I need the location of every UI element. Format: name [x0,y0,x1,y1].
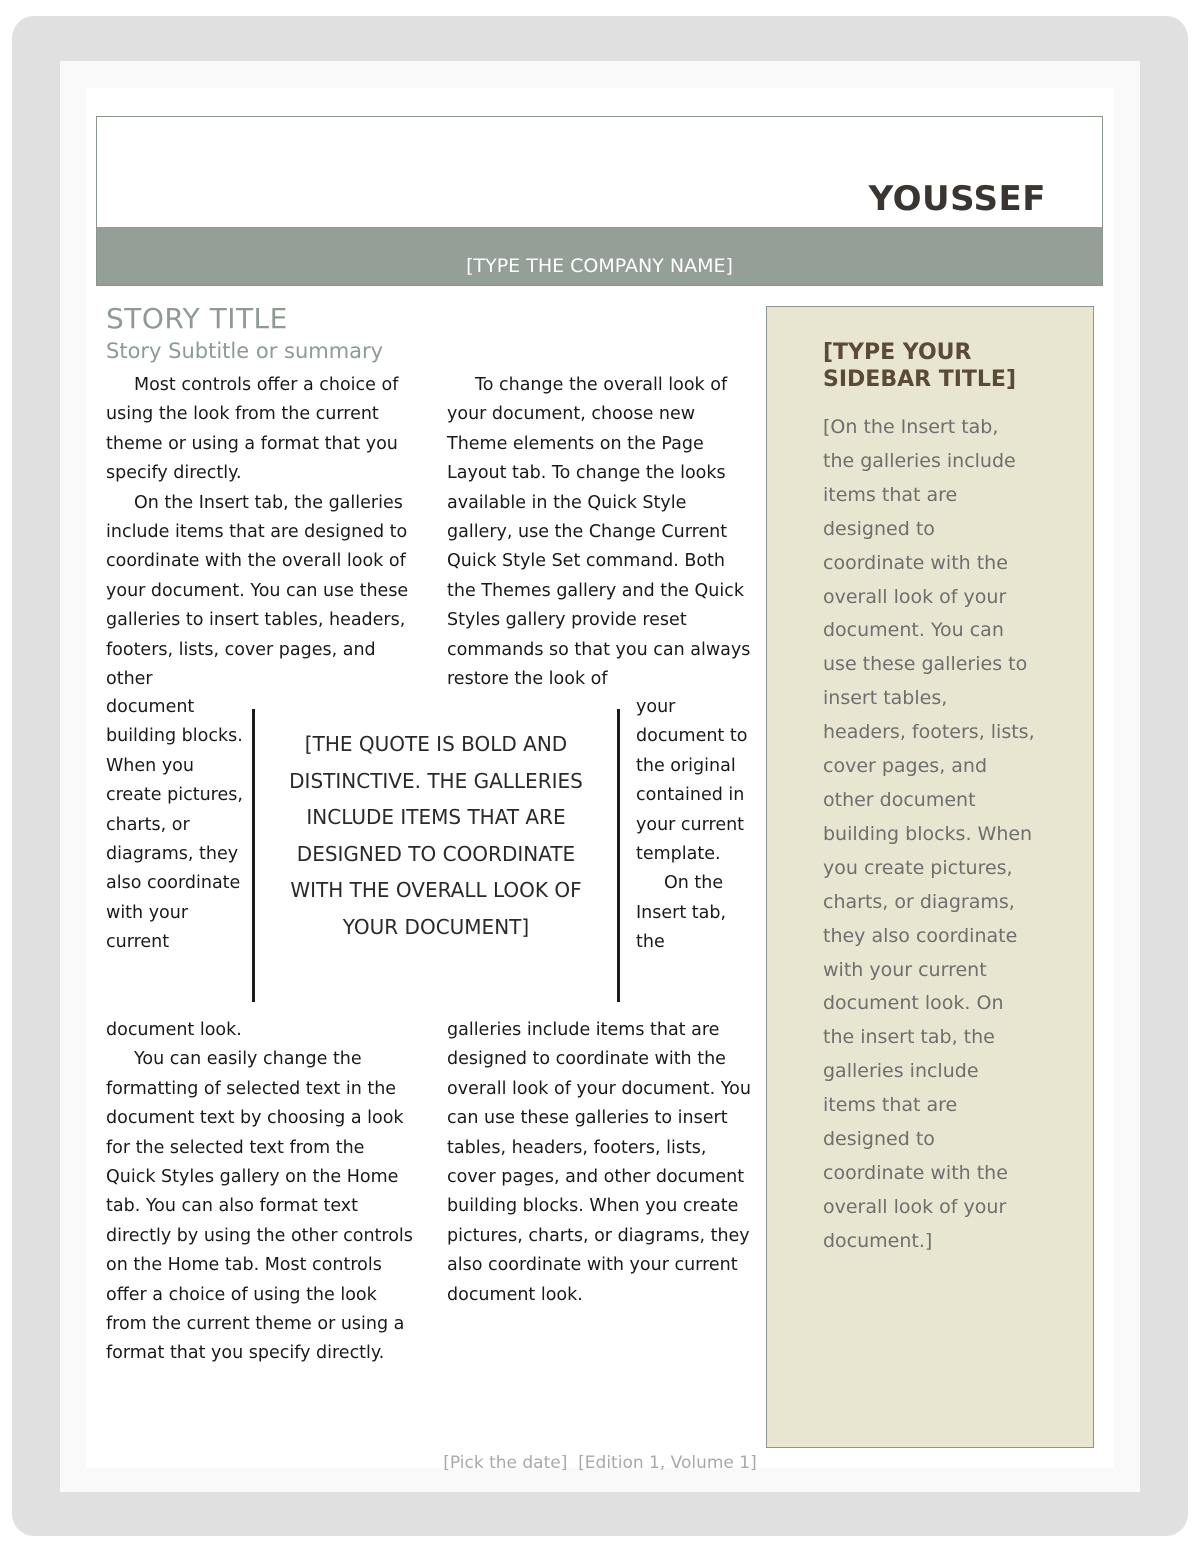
story-column-1-narrow[interactable] [106,693,246,958]
paragraph: your document to the original contained in your current template. [636,697,748,865]
company-name[interactable]: [TYPE THE COMPANY NAME] [466,255,733,277]
sidebar-title[interactable]: [TYPE YOUR SIDEBAR TITLE] [823,340,1017,392]
story-column-2-narrow[interactable] [636,693,756,958]
paragraph: On the Insert tab, the [636,873,727,953]
company-name-bar [97,227,1102,285]
paragraph: document building blocks. When you create pictures, charts, or diagrams, they also coordinate with your current [106,697,243,953]
story-column-2-top[interactable] [447,371,757,694]
paragraph: You can easily change the formatting of selected text in the document text by choosing a look for the selected text from the Quick Styles gallery on the Home tab. You can also format text directly by using the other controls on the Home tab. Most controls offer a choice of using the look from the current theme or using a format that you specify directly. [106,1049,413,1364]
sidebar [766,306,1094,1448]
story-subtitle[interactable]: Story Subtitle or summary [106,339,384,363]
pull-quote[interactable]: [THE QUOTE IS BOLD AND DISTINCTIVE. THE GALLERIES INCLUDE ITEMS THAT ARE DESIGNED TO COORDINATE WITH THE OVERALL LOOK OF YOUR DOCUMENT] [289,732,583,939]
paragraph: galleries include items that are designed to coordinate with the overall look of your document. You can use these galleries to insert tables, headers, footers, lists, cover pages, and other document building blocks. When you create pictures, charts, or diagrams, they also coordinate with your current document look. [447,1020,751,1305]
story-column-1-bottom[interactable] [106,1016,416,1369]
paragraph: document look. [106,1020,242,1040]
footer-edition[interactable]: [Edition 1, Volume 1] [578,1453,757,1473]
footer [0,1453,1200,1473]
quote-left-rule [252,709,255,1002]
footer-date[interactable]: [Pick the date] [443,1453,568,1473]
story-column-2-bottom[interactable] [447,1016,757,1310]
masthead [96,116,1103,286]
brand-name: YOUSSEF [868,179,1046,219]
paragraph: On the Insert tab, the galleries include items that are designed to coordinate with the overall look of your document. You can use these galleries to insert tables, headers, footers, lists, cover pages, and other [106,492,409,690]
story-title[interactable]: STORY TITLE [106,302,288,335]
paragraph: To change the overall look of your document, choose new Theme elements on the Page Layout tab. To change the looks available in the Quick Style gallery, use the Change Current Quick Style Set command. Both the Themes gallery and the Quick Styles gallery provide reset commands so that you can always restore the look of [447,375,751,690]
quote-right-rule [617,709,620,1002]
story-column-1-top[interactable] [106,371,416,694]
sidebar-body[interactable]: [On the Insert tab, the galleries include items that are designed to coordinate with the overall look of your document. You can use these galleries to insert tables, headers, footers, lists, cover pages, and other document building blocks. When you create pictures, charts, or diagrams, they also coordinate with your current document look. On the insert tab, the galleries include items that are designed to coordinate with the overall look of your document.] [823,416,1035,1252]
paragraph: Most controls offer a choice of using the look from the current theme or using a format that you specify directly. [106,375,399,484]
